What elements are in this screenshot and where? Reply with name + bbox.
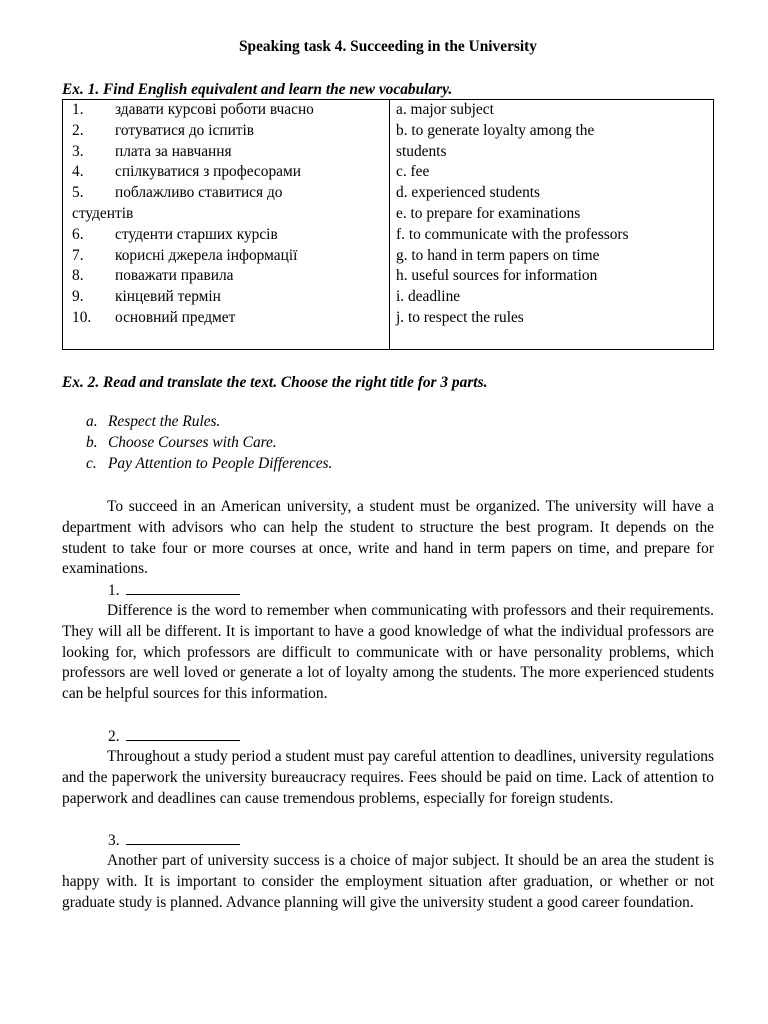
section-1-paragraph: [62, 601, 714, 705]
section-1-marker: [108, 580, 240, 602]
answer-blank: [126, 580, 240, 595]
vocab-row: [72, 287, 384, 308]
option-letter: c.: [86, 454, 97, 472]
section-2-paragraph: [62, 747, 714, 809]
item-number: 10.: [72, 308, 92, 326]
option-letter: a.: [86, 413, 98, 430]
vocab-term: здавати курсові роботи вчасно: [115, 101, 314, 118]
vocab-row: [72, 142, 384, 163]
english-equivalent: h. useful sources for information: [396, 267, 598, 285]
vocab-row: [72, 162, 384, 183]
option-text: Respect the Rules.: [108, 413, 221, 430]
vocab-row: [72, 100, 384, 121]
english-equivalent: f. to communicate with the professors: [396, 225, 629, 243]
vocab-row: [72, 121, 384, 142]
item-number: 1.: [72, 101, 84, 118]
title-option: [86, 433, 332, 454]
title-option: [86, 454, 332, 475]
vocab-term: основний предмет: [115, 308, 236, 326]
english-equivalent: i. deadline: [396, 288, 461, 306]
item-number: 2.: [72, 121, 84, 139]
option-text: Choose Courses with Care.: [108, 433, 277, 451]
section-number: 1.: [108, 582, 120, 599]
vocab-term: готуватися до іспитів: [115, 121, 255, 139]
title-option: [86, 412, 332, 433]
section-number: 2.: [108, 728, 120, 745]
vocab-term: студенти старших курсів: [115, 225, 278, 243]
vocab-row: [72, 266, 384, 287]
exercise-1-heading: Ex. 1. Find English equivalent and learn the new vocabulary.: [62, 81, 453, 98]
vocab-row: [72, 246, 384, 267]
section-3-marker: [108, 830, 240, 852]
paragraph-text: Difference is the word to remember when communicating with professors and their requirements. They will all be different. It is important to have a good knowledge of what the individual professors are looking for, which professors are difficult to communicate with or have personality problems, which professors are well loved or generate a lot of loyalty among the students. The more experienced students can be helpful sources for this information.: [62, 602, 714, 703]
vocab-term: спілкуватися з професорами: [115, 163, 301, 181]
english-equivalent: j. to respect the rules: [396, 308, 524, 326]
vocab-term: плата за навчання: [115, 142, 232, 160]
option-text: Pay Attention to People Differences.: [108, 454, 333, 472]
vocabulary-table: [62, 99, 714, 350]
english-equivalent: d. experienced students: [396, 184, 541, 202]
vocab-term: кінцевий термін: [115, 288, 221, 306]
vocab-row-continuation: студентів: [72, 204, 134, 222]
item-number: 7.: [72, 246, 84, 264]
item-number: 4.: [72, 163, 84, 181]
item-number: 5.: [72, 184, 84, 202]
paragraph-text: Throughout a study period a student must pay careful attention to deadlines, university regulations and the paperwork the university bureaucracy requires. Fees should be paid on time. Lack of attention to paperwork and deadlines can cause tremendous problems, especially for foreign students.: [62, 748, 714, 807]
paragraph-text: Another part of university success is a choice of major subject. It should be an area the student is happy with. It is important to consider the employment situation after graduation, or whether or not graduate study is planned. Advance planning will give the university student a good career foundation.: [62, 852, 714, 911]
vocab-term: поважати правила: [115, 267, 234, 285]
answer-blank: [126, 830, 240, 845]
item-number: 6.: [72, 225, 84, 243]
vocab-term: корисні джерела інформації: [115, 246, 298, 264]
english-column: [396, 100, 706, 329]
vocab-row: [72, 225, 384, 246]
vocab-term: поблажливо ставитися до: [115, 184, 283, 202]
item-number: 9.: [72, 288, 84, 306]
item-number: 8.: [72, 267, 84, 285]
section-2-marker: [108, 726, 240, 748]
exercise-2-heading: Ex. 2. Read and translate the text. Choose the right title for 3 parts.: [62, 374, 488, 391]
title-options: [86, 412, 332, 474]
english-equivalent: b. to generate loyalty among the: [396, 121, 595, 139]
english-equivalent: a. major subject: [396, 101, 494, 118]
option-letter: b.: [86, 433, 98, 451]
item-number: 3.: [72, 142, 84, 160]
section-3-paragraph: [62, 851, 714, 913]
table-divider: [389, 100, 390, 349]
vocab-row: [72, 308, 384, 329]
ukrainian-column: [72, 100, 384, 329]
page-title: Speaking task 4. Succeeding in the University: [238, 38, 537, 55]
vocab-row: [72, 183, 384, 204]
english-equivalent: e. to prepare for examinations: [396, 204, 581, 222]
english-equivalent: g. to hand in term papers on time: [396, 246, 600, 264]
english-equivalent: students: [396, 142, 447, 160]
intro-paragraph: [62, 497, 714, 580]
paragraph-text: To succeed in an American university, a student must be organized. The university will have a department with advisors who can help the student to structure the best program. It depends on the student to take four or more courses at once, write and hand in term papers on time, and prepare for examinations.: [62, 498, 714, 578]
answer-blank: [126, 726, 240, 741]
section-number: 3.: [108, 832, 120, 849]
english-equivalent: c. fee: [396, 163, 430, 181]
